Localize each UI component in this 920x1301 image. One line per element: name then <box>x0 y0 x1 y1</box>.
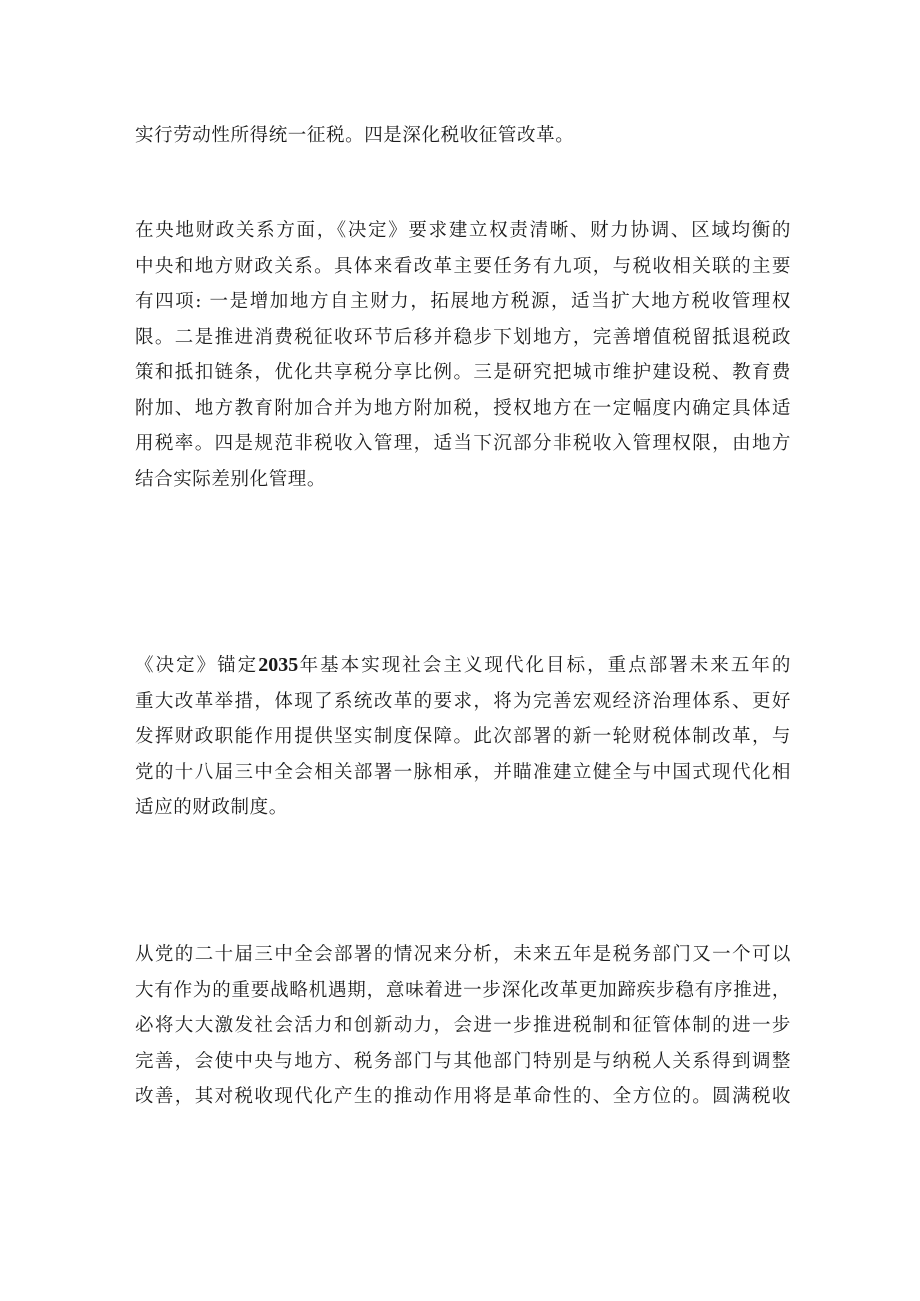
text-line: 中央和地方财政关系。具体来看改革主要任务有九项，与税收相关联的主要 <box>135 255 791 277</box>
text-line: 实行劳动性所得统一征税。四是深化税收征管改革。 <box>135 125 575 146</box>
paragraph-central-local-fiscal-relations <box>135 213 791 497</box>
text-segment: 《决定》锚定 <box>135 655 259 676</box>
text-line <box>135 648 791 684</box>
year-number: 2035 <box>258 654 299 676</box>
text-line: 适应的财政制度。 <box>135 797 288 818</box>
text-line: 策和抵扣链条，优化共享税分享比例。三是研究把城市维护建设税、教育费 <box>135 362 791 383</box>
text-line: 发挥财政职能作用提供坚实制度保障。此次部署的新一轮财税体制改革，与 <box>135 726 791 747</box>
paragraph-tax-collection-reform <box>135 118 791 154</box>
text-line: 必将大大激发社会活力和创新动力，会进一步推进税制和征管体制的进一步 <box>135 1015 791 1036</box>
text-line: 限。二是推进消费税征收环节后移并稳步下划地方，完善增值税留抵退税政 <box>135 326 791 348</box>
text-line: 在央地财政关系方面，《决定》要求建立权责清晰、财力协调、区域均衡的 <box>135 220 791 241</box>
paragraph-strategic-opportunity <box>135 937 791 1115</box>
text-line: 附加、地方教育附加合并为地方附加税，授权地方在一定幅度内确定具体适 <box>135 397 791 419</box>
text-line: 用税率。四是规范非税收入管理，适当下沉部分非税收入管理权限，由地方 <box>135 433 791 454</box>
text-line: 重大改革举措，体现了系统改革的要求，将为完善宏观经济治理体系、更好 <box>135 690 791 712</box>
text-line: 完善，会使中央与地方、税务部门与其他部门特别是与纳税人关系得到调整 <box>135 1050 791 1072</box>
text-line: 结合实际差别化管理。 <box>135 468 327 490</box>
text-segment: 年基本实现社会主义现代化目标，重点部署未来五年的 <box>298 655 791 676</box>
paragraph-2035-modernization-goal <box>135 648 791 826</box>
text-line: 从党的二十届三中全会部署的情况来分析，未来五年是税务部门又一个可以 <box>135 944 791 965</box>
text-line: 改善，其对税收现代化产生的推动作用将是革命性的、全方位的。圆满税收 <box>135 1086 791 1107</box>
text-line: 党的十八届三中全会相关部署一脉相承，并瞄准建立健全与中国式现代化相 <box>135 761 791 783</box>
text-line: 大有作为的重要战略机遇期，意味着进一步深化改革更加蹄疾步稳有序推进， <box>135 979 791 1001</box>
text-line: 有四项: 一是增加地方自主财力，拓展地方税源，适当扩大地方税收管理权 <box>135 291 791 312</box>
